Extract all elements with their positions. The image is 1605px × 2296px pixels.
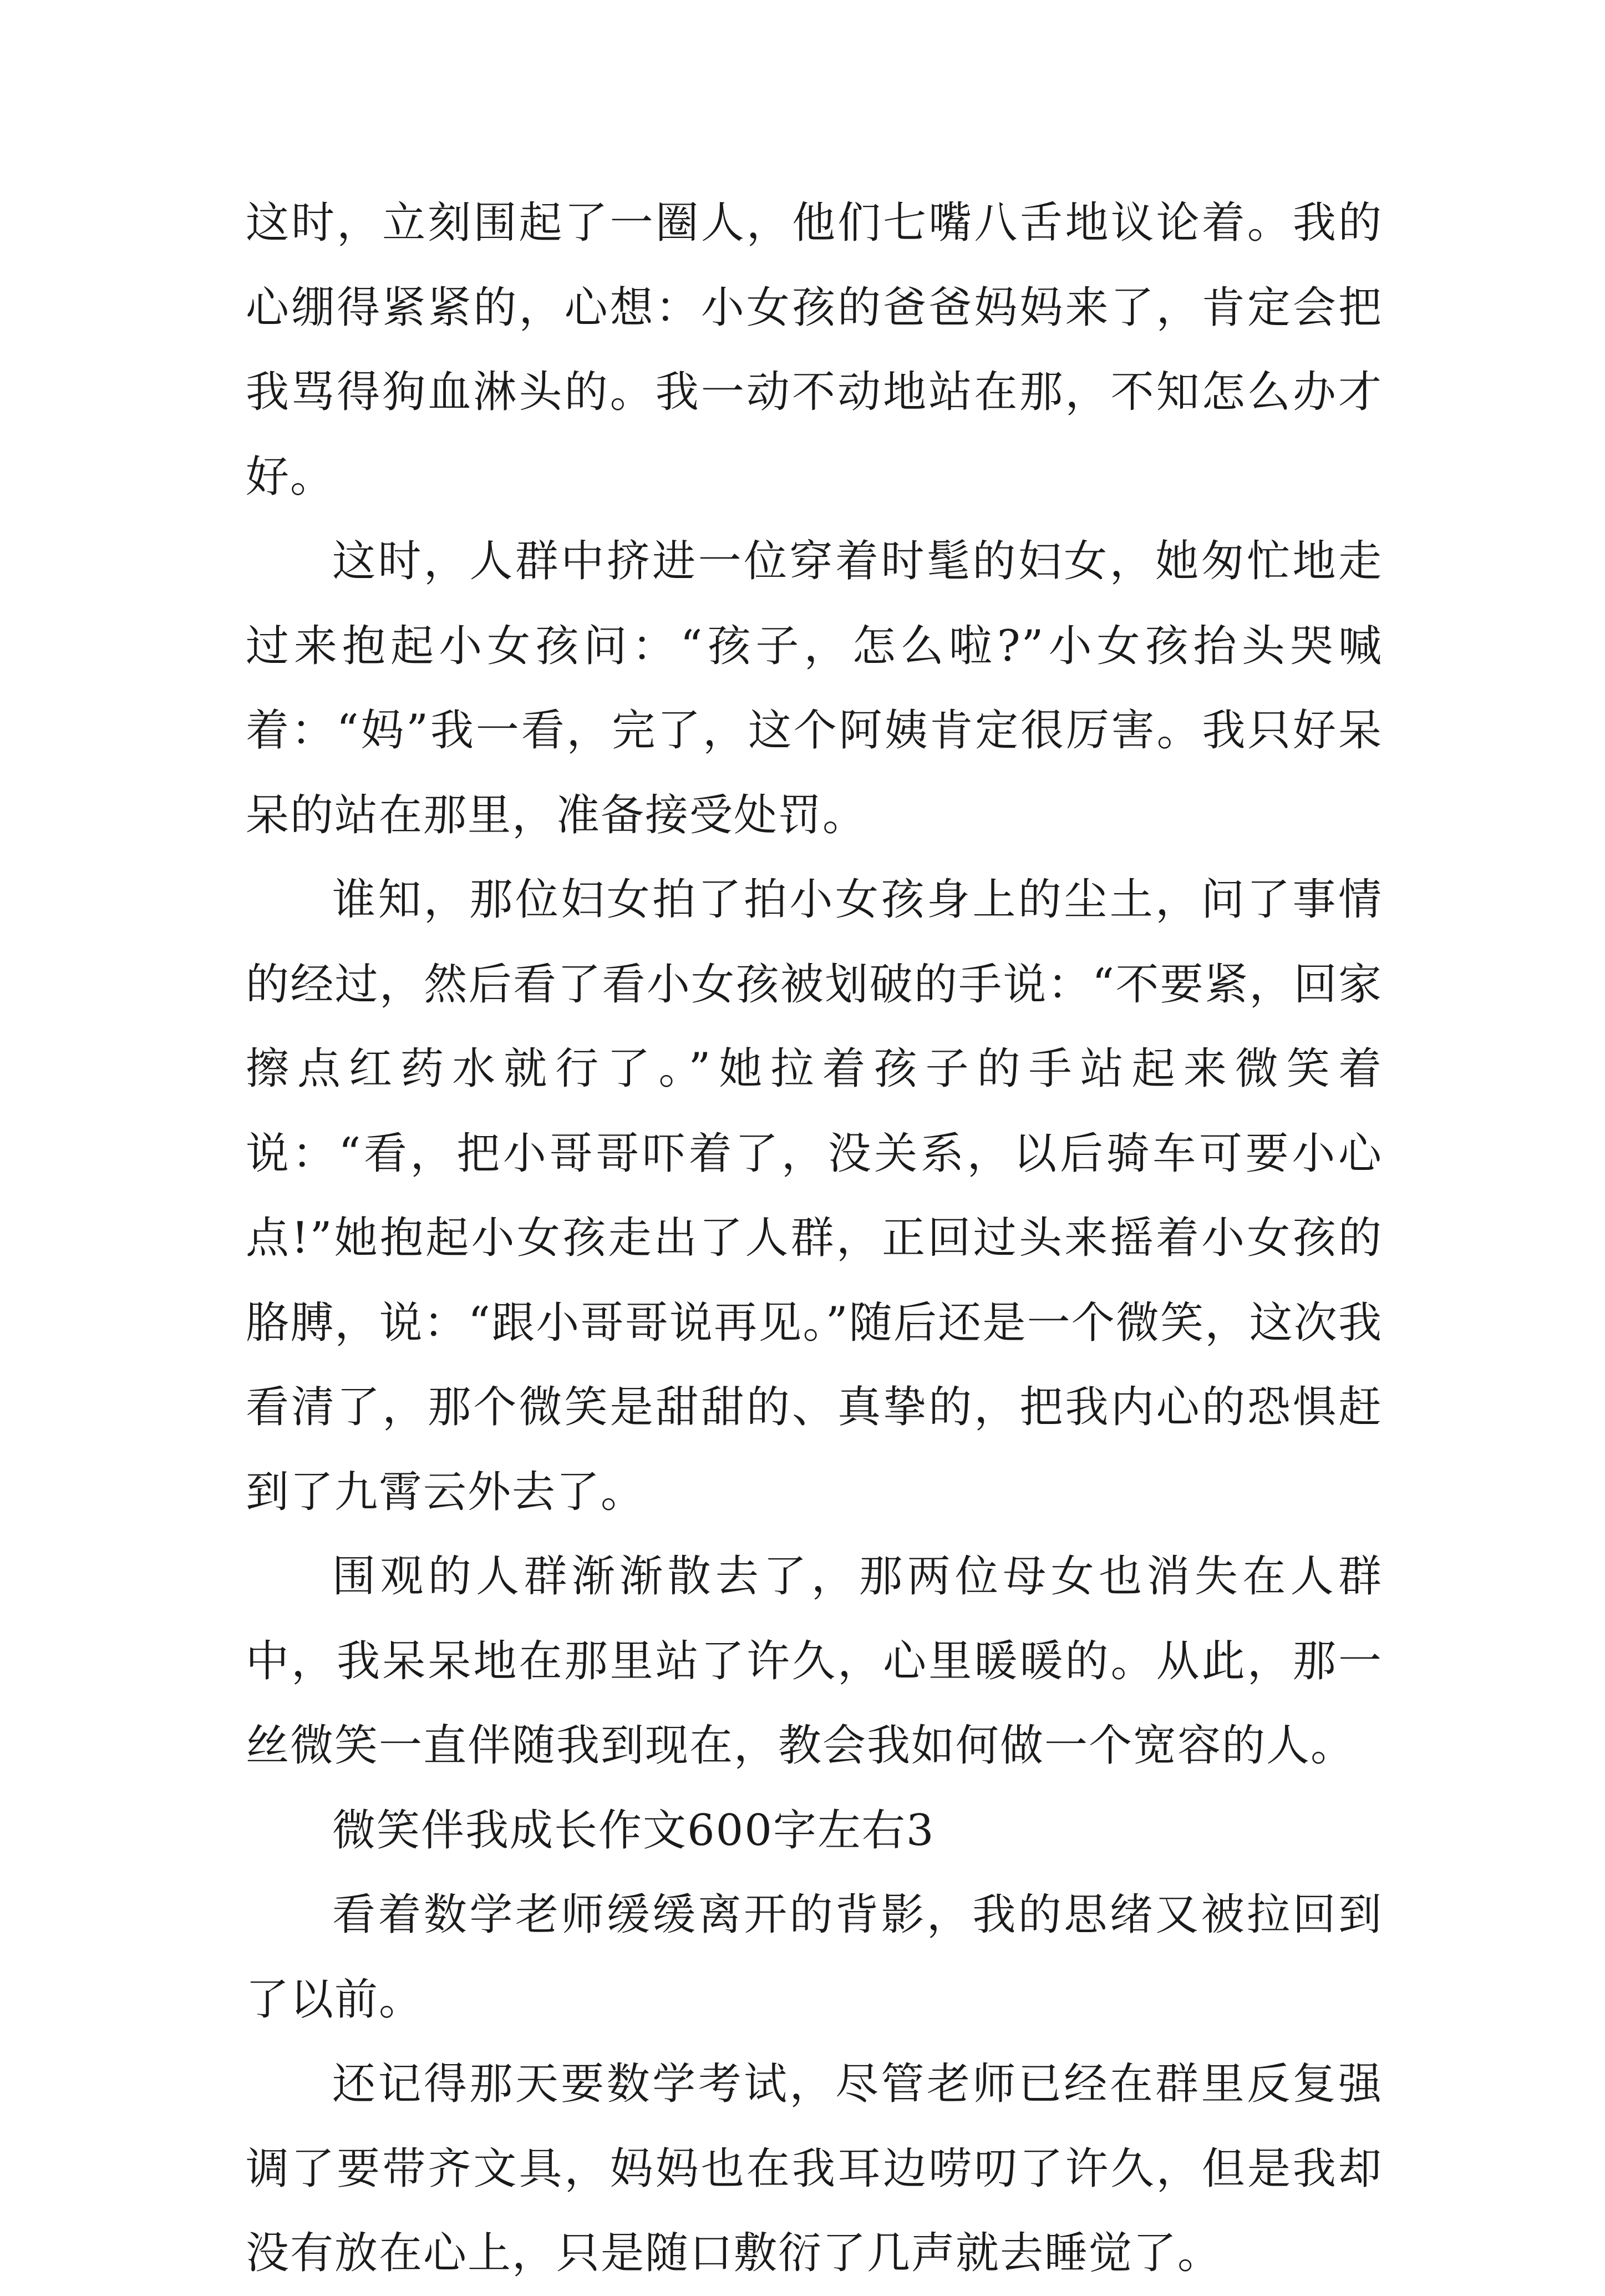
paragraph-5: 看着数学老师缓缓离开的背影，我的思绪又被拉回到了以前。 xyxy=(246,1890,1383,2025)
paragraph-6: 还记得那天要数学考试，尽管老师已经在群里反复强调了要带齐文具，妈妈也在我耳边唠叨了许久，但是我却没有放在心上，只是随口敷衍了几声就去睡觉了。 xyxy=(246,2059,1383,2278)
paragraph-3: 谁知，那位妇女拍了拍小女孩身上的尘土，问了事情的经过，然后看了看小女孩被划破的手说：“不要紧，回家擦点红药水就行了。”她拉着孩子的手站起来微笑着说：“看，把小哥哥吓着了，没关系，以后骑车可要小心点!”她抱起小女孩走出了人群，正回过头来摇着小女孩的胳膊，说：“跟小哥哥说再见。”随后还是一个微笑，这次我看清了，那个微笑是甜甜的、真挚的，把我内心的恐惧赶到了九霄云外去了。 xyxy=(246,875,1383,1517)
paragraph-2: 这时，人群中挤进一位穿着时髦的妇女，她匆忙地走过来抱起小女孩问：“孩子，怎么啦?”小女孩抬头哭喊着：“妈”我一看，完了，这个阿姨肯定很厉害。我只好呆呆的站在那里，准备接受处罚。 xyxy=(246,536,1383,840)
section-heading: 微笑伴我成长作文600字左右3 xyxy=(332,1805,935,1856)
paragraph-4: 围观的人群渐渐散去了，那两位母女也消失在人群中，我呆呆地在那里站了许久，心里暖暖的。从此，那一丝微笑一直伴随我到现在，教会我如何做一个宽容的人。 xyxy=(246,1552,1383,1771)
paragraph-1: 这时，立刻围起了一圈人，他们七嘴八舌地议论着。我的心绷得紧紧的，心想：小女孩的爸爸妈妈来了，肯定会把我骂得狗血淋头的。我一动不动地站在那，不知怎么办才好。 xyxy=(246,198,1383,502)
essay-body xyxy=(246,181,1383,2296)
